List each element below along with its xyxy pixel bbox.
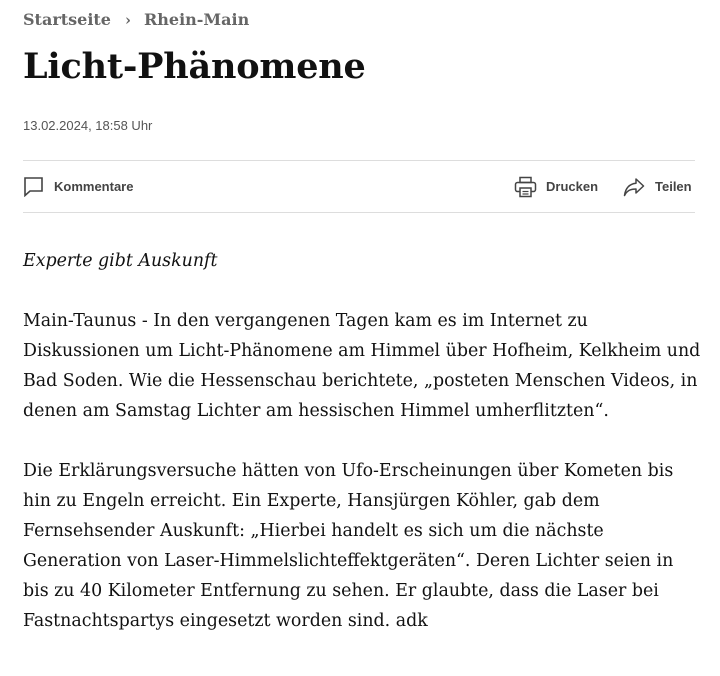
page-title: Licht-Phänomene (23, 46, 366, 87)
article-paragraph: Die Erklärungsversuche hätten von Ufo-Erscheinungen über Kometen bis hin zu Engeln erreicht. Ein Experte, Hansjürgen Köhler, gab dem Fernsehsender Auskunft: „Hierbei handelt es sich um die nächste Generation von Laser-Himmelslichteffektgeräten“. Deren Lichter seien in bis zu 40 Kilometer Entfernung zu sehen. Er glaubte, dass die Laser bei Fastnachtspartys eingesetzt worden sind. adk (23, 461, 674, 631)
article-lead: Experte gibt Auskunft (23, 251, 218, 271)
breadcrumb (23, 10, 249, 29)
breadcrumb-section-link[interactable]: Rhein-Main (143, 10, 250, 29)
article-body (23, 246, 703, 636)
share-button[interactable] (623, 161, 692, 212)
comment-icon (23, 176, 44, 197)
share-label: Teilen (655, 179, 692, 194)
article-toolbar (23, 160, 695, 213)
print-button[interactable] (514, 161, 598, 212)
comments-button[interactable] (23, 161, 133, 212)
printer-icon (514, 176, 537, 198)
article-paragraph: Main-Taunus - In den vergangenen Tagen kam es im Internet zu Diskussionen um Licht-Phänomene am Himmel über Hofheim, Kelkheim und Bad Soden. Wie die Hessenschau berichtete, „posteten Menschen Videos, in denen am Samstag Lichter am hessischen Himmel umherflitzten“. (23, 311, 701, 421)
print-label: Drucken (546, 179, 599, 194)
share-icon (623, 177, 645, 197)
chevron-right-icon: › (124, 10, 131, 29)
publish-date: 13.02.2024, 18:58 Uhr (23, 118, 153, 133)
comments-label: Kommentare (54, 179, 134, 194)
breadcrumb-home-link[interactable]: Startseite (23, 10, 111, 29)
